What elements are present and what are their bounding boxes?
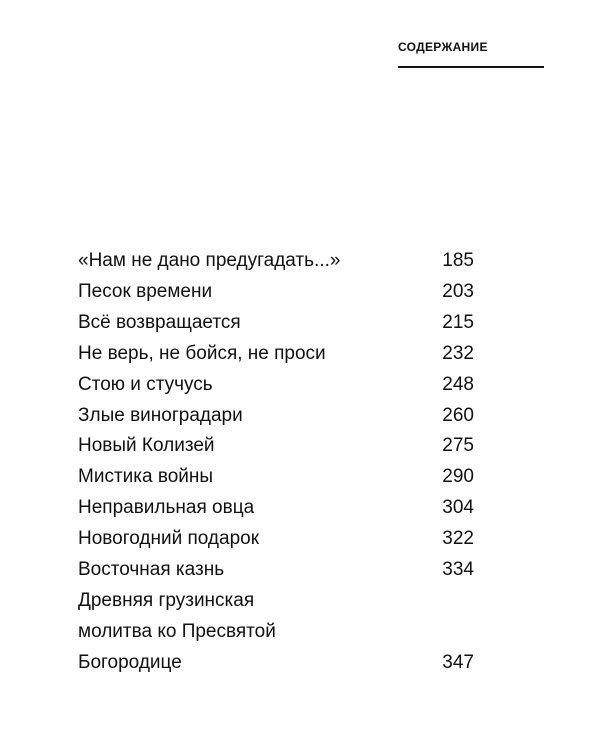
toc-entry[interactable]	[78, 493, 474, 524]
toc-entry[interactable]	[78, 308, 474, 339]
toc-entry-page-number: 322	[442, 528, 474, 550]
toc-entry-page-number: 203	[442, 280, 474, 302]
toc-entry[interactable]	[78, 462, 474, 493]
toc-entry-title: Песок времени	[78, 280, 213, 302]
toc-entry-title: Стою и стучусь	[78, 373, 213, 395]
toc-entry-title: Новогодний подарок	[78, 528, 260, 550]
toc-entry-title: Неправильная овца	[78, 497, 255, 519]
toc-entry-title: «Нам не дано предугадать...»	[78, 250, 341, 271]
toc-entry[interactable]	[78, 370, 474, 401]
toc-entry-title: Древняя грузинская молитва ко Пресвятой Богородице	[78, 589, 276, 673]
table-of-contents	[78, 246, 474, 679]
toc-entry[interactable]	[78, 277, 474, 308]
page-title: СОДЕРЖАНИЕ	[398, 40, 488, 54]
running-head	[398, 40, 544, 68]
toc-entry-title: Восточная казнь	[78, 559, 225, 581]
toc-entry[interactable]	[78, 586, 474, 679]
toc-entry-page-number: 232	[442, 342, 474, 364]
toc-entry-page-number: 260	[442, 404, 474, 426]
header-rule	[398, 66, 544, 68]
toc-entry-title: Всё возвращается	[78, 311, 241, 333]
toc-entry-title: Не верь, не бойся, не проси	[78, 342, 326, 364]
toc-entry-page-number: 347	[442, 651, 474, 673]
toc-entry-page-number: 304	[442, 497, 474, 519]
toc-entry[interactable]	[78, 555, 474, 586]
toc-entry[interactable]	[78, 524, 474, 555]
toc-entry[interactable]	[78, 246, 474, 277]
toc-entry-page-number: 334	[442, 559, 474, 581]
toc-entry-page-number: 275	[442, 435, 474, 457]
toc-entry-title: Злые виноградари	[78, 404, 243, 426]
toc-entry-title: Мистика войны	[78, 466, 214, 488]
toc-entry[interactable]	[78, 401, 474, 432]
toc-entry[interactable]	[78, 339, 474, 370]
toc-entry-page-number: 290	[442, 466, 474, 488]
toc-entry-page-number: 185	[442, 250, 474, 271]
toc-entry-page-number: 215	[442, 311, 474, 333]
toc-entry[interactable]	[78, 431, 474, 462]
toc-entry-page-number: 248	[442, 373, 474, 395]
toc-entry-title: Новый Колизей	[78, 435, 215, 457]
